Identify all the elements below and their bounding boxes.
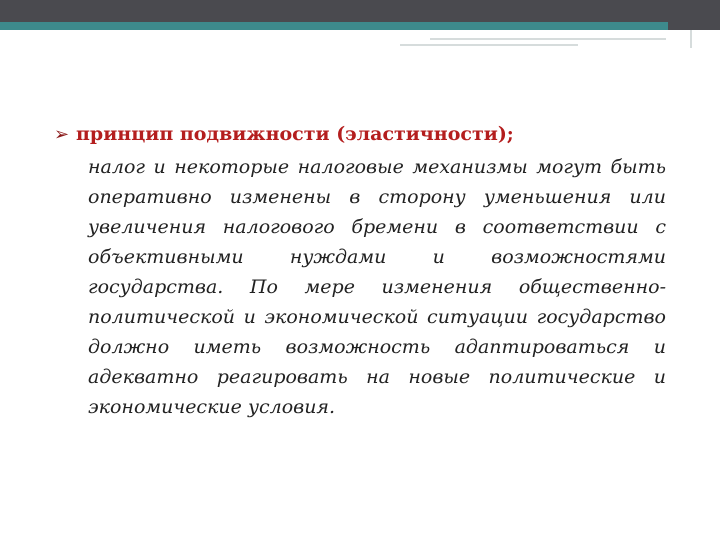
accent-stripe	[0, 22, 720, 30]
corner-block	[668, 0, 720, 30]
slide-content	[54, 120, 666, 422]
arrow-bullet-icon: ➢	[54, 124, 70, 145]
decorative-line	[690, 30, 692, 48]
decorative-line	[430, 38, 666, 40]
slide-heading: принцип подвижности (эластичности);	[76, 123, 514, 145]
top-bar	[0, 0, 720, 22]
bullet-item	[54, 120, 666, 148]
decorative-line	[400, 44, 578, 46]
slide-body-text: налог и некоторые налоговые механизмы могут быть оперативно изменены в сторону уменьшения или увеличения налогового бремени в соответствии с объективными нуждами и возможностями государства. По мере изменения общественно-политической и экономической ситуации государство должно иметь возможность адаптироваться и адекватно реагировать на новые политические и экономические условия.	[88, 156, 666, 418]
